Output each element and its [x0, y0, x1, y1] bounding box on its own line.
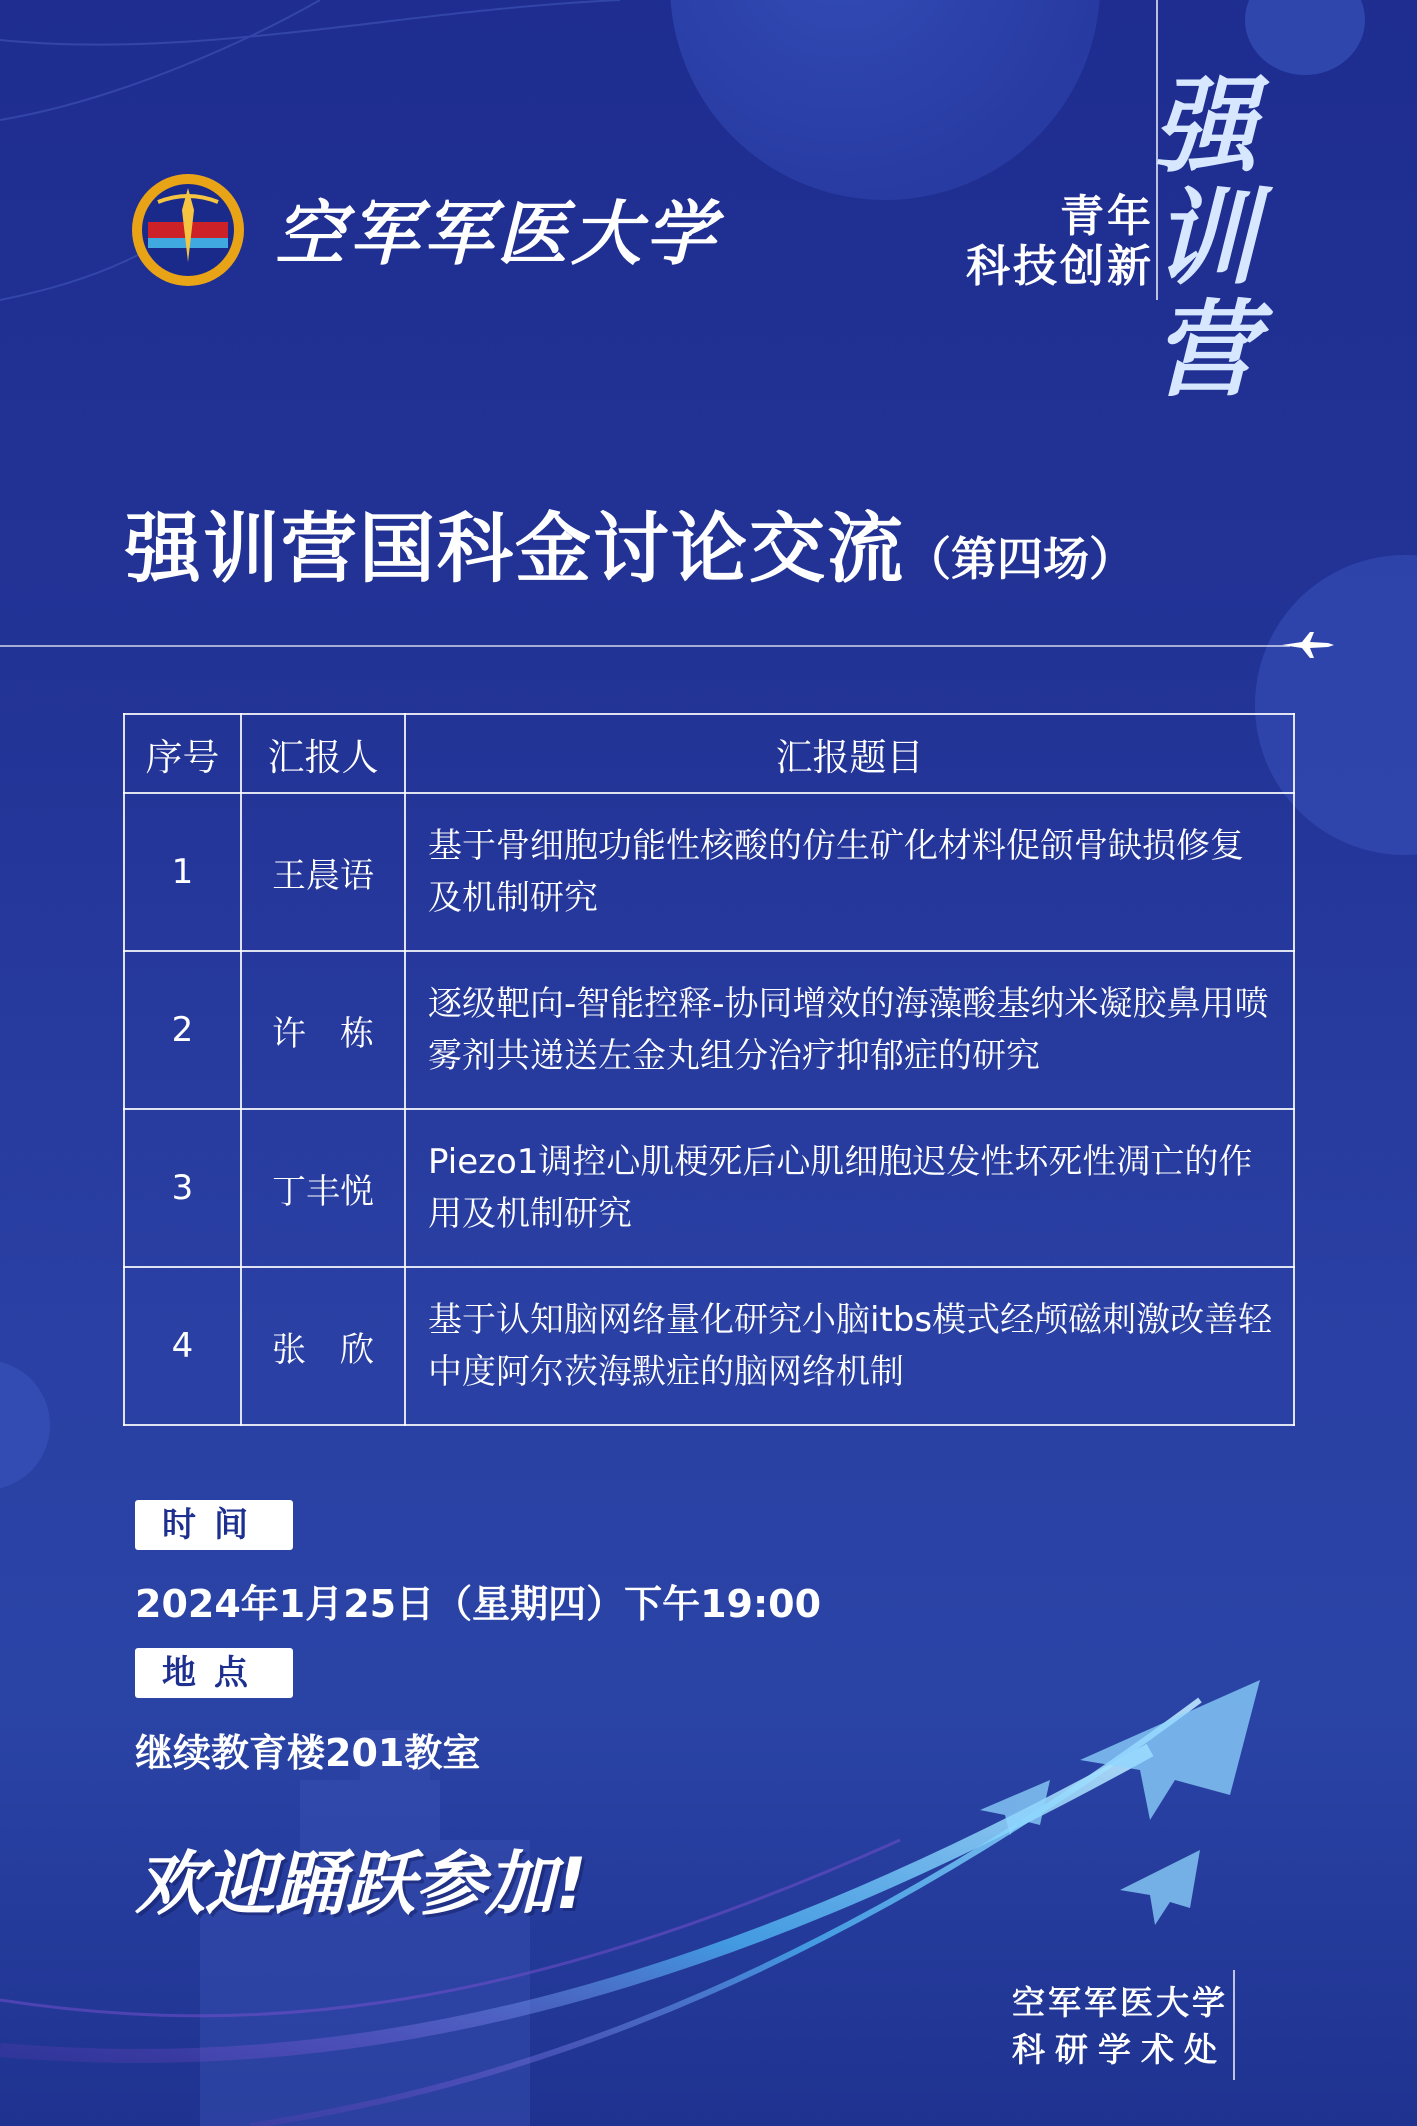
camp-calligraphy	[1130, 64, 1280, 411]
event-place: 继续教育楼201教室	[135, 1731, 481, 1775]
table-row	[124, 951, 1294, 1109]
header-index: 序号	[124, 714, 241, 793]
time-label: 时间	[135, 1500, 293, 1550]
university-emblem	[128, 170, 248, 290]
organizer-line1: 空军军医大学	[1012, 1983, 1228, 2022]
table-header-row	[124, 714, 1294, 793]
camp-subtitle-line1: 青年	[1060, 191, 1154, 242]
camp-char: 训	[1152, 176, 1257, 299]
organizer-divider	[1233, 1970, 1235, 2080]
camp-subtitle-line2: 科技创新	[966, 241, 1154, 292]
camp-char: 营	[1152, 288, 1257, 411]
schedule-table	[123, 713, 1295, 1426]
event-title	[125, 488, 1135, 597]
header-topic: 汇报题目	[405, 714, 1294, 793]
welcome-slogan: 欢迎踊跃参加!	[135, 1843, 587, 1925]
row-topic: 基于认知脑网络量化研究小脑itbs模式经颅磁刺激改善轻中度阿尔茨海默症的脑网络机制	[405, 1267, 1294, 1425]
table-row	[124, 793, 1294, 951]
row-index: 3	[124, 1109, 241, 1267]
fighter-jet-icon	[1280, 630, 1335, 660]
divider	[0, 645, 1290, 647]
row-presenter: 王晨语	[241, 793, 405, 951]
place-label: 地点	[135, 1648, 293, 1698]
row-index: 1	[124, 793, 241, 951]
event-time: 2024年1月25日（星期四）下午19:00	[135, 1582, 822, 1626]
row-presenter: 许 栋	[241, 951, 405, 1109]
event-title-main: 强训营国科金讨论交流	[125, 504, 905, 593]
row-index: 4	[124, 1267, 241, 1425]
table-row	[124, 1109, 1294, 1267]
university-wordmark: 空军军医大学	[275, 192, 719, 275]
row-topic: 基于骨细胞功能性核酸的仿生矿化材料促颌骨缺损修复及机制研究	[405, 793, 1294, 951]
row-topic: 逐级靶向-智能控释-协同增效的海藻酸基纳米凝胶鼻用喷雾剂共递送左金丸组分治疗抑郁症的研究	[405, 951, 1294, 1109]
row-index: 2	[124, 951, 241, 1109]
event-title-session: （第四场）	[905, 532, 1135, 586]
header-presenter: 汇报人	[241, 714, 405, 793]
row-presenter: 丁丰悦	[241, 1109, 405, 1267]
table-row	[124, 1267, 1294, 1425]
paper-plane-icon	[980, 1680, 1260, 1925]
row-topic: Piezo1调控心肌梗死后心肌细胞迟发性坏死性凋亡的作用及机制研究	[405, 1109, 1294, 1267]
row-presenter: 张 欣	[241, 1267, 405, 1425]
organizer-line2: 科研学术处	[1012, 2030, 1227, 2069]
camp-char: 强	[1152, 64, 1257, 187]
